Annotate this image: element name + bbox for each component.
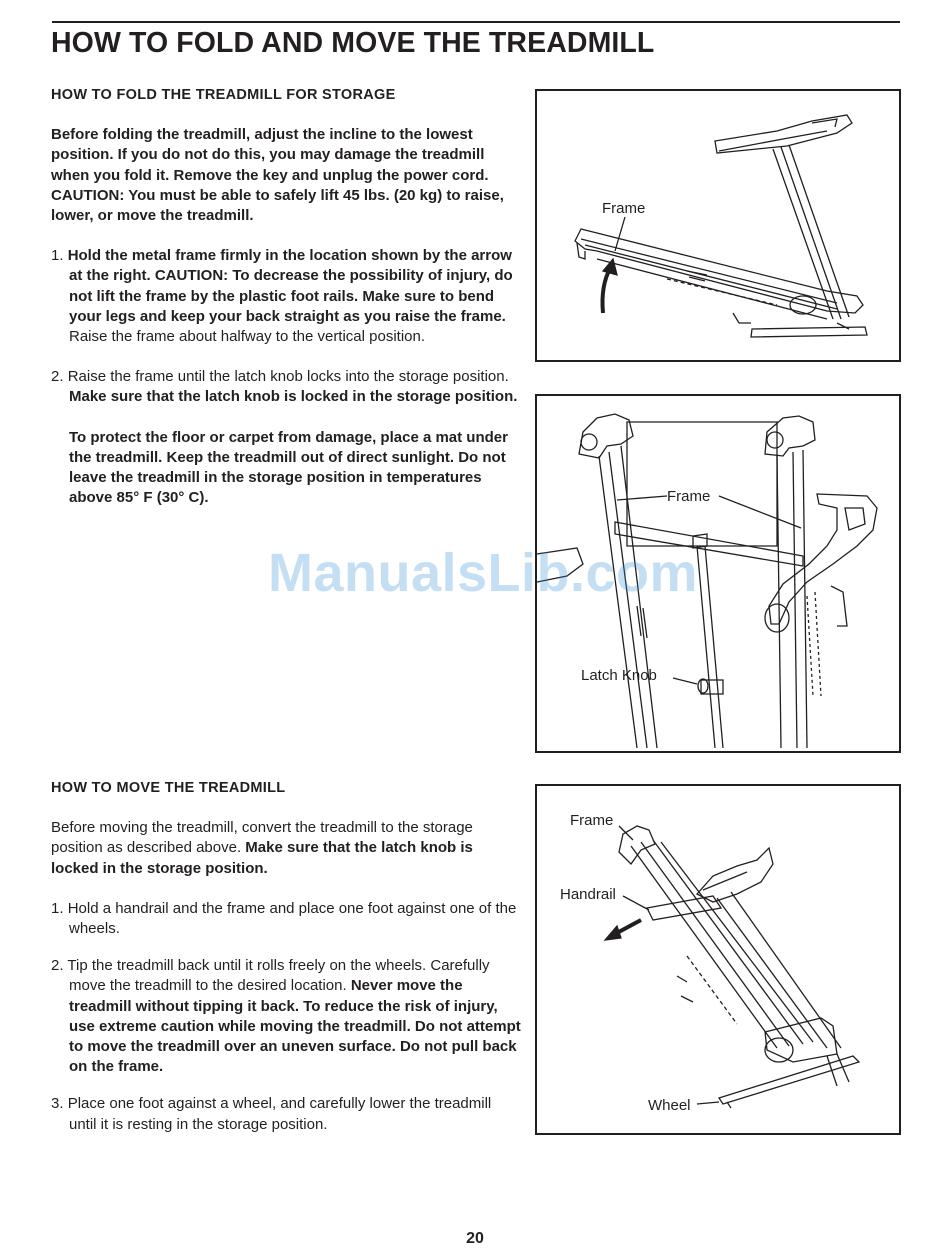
step-number: 3. <box>51 1095 64 1113</box>
frame-label: Frame <box>602 200 646 217</box>
page-title: HOW TO FOLD AND MOVE THE TREADMILL <box>51 27 655 59</box>
watermark: ManualsLib.com <box>268 543 699 603</box>
fold-section <box>51 85 521 508</box>
top-rule <box>52 21 900 23</box>
step-number: 2. <box>51 957 64 975</box>
wheel-label: Wheel <box>648 1097 691 1114</box>
latch-knob-label: Latch Knob <box>581 667 657 684</box>
fold-step-1 <box>51 246 521 347</box>
move-step-3 <box>51 1094 521 1134</box>
treadmill-tilted-illustration <box>537 786 899 1133</box>
frame-label: Frame <box>570 812 614 829</box>
handrail-label: Handrail <box>560 886 616 903</box>
fold-step-1-text: Raise the frame about halfway to the vertical position. <box>69 328 426 346</box>
move-heading: HOW TO MOVE THE TREADMILL <box>51 780 286 796</box>
fold-note: To protect the floor or carpet from damage, place a mat under the treadmill. Keep the treadmill out of direct sunlight. Do not leave the treadmill in the storage position in temperatures above 85° F (30° C). <box>69 428 508 507</box>
move-intro-bold: Make sure that the latch knob is locked in the storage position. <box>51 839 473 877</box>
fold-heading: HOW TO FOLD THE TREADMILL FOR STORAGE <box>51 87 396 103</box>
move-step-1 <box>51 899 521 939</box>
step-number: 2. <box>51 368 64 386</box>
frame-label: Frame <box>667 488 711 505</box>
fold-step-1-bold: Hold the metal frame firmly in the location shown by the arrow at the right. CAUTION: To decrease the possibility of injury, do not lift the frame by the plastic foot rails. Make sure to bend your legs and keep your back straight as you raise the frame. <box>67 247 513 325</box>
fold-intro: Before folding the treadmill, adjust the incline to the lowest position. If you do not do this, you may damage the treadmill when you fold it. Remove the key and unplug the power cord. CAUTION: You must be able to safely lift 45 lbs. (20 kg) to raise, lower, or move the treadmill. <box>51 126 504 225</box>
step-number: 1. <box>51 899 64 917</box>
move-step-1-text: Hold a handrail and the frame and place one foot against one of the wheels. <box>67 899 517 938</box>
page-number: 20 <box>466 1230 484 1247</box>
fold-step-2 <box>51 367 521 407</box>
fold-figure <box>535 89 901 362</box>
move-figure <box>535 784 901 1135</box>
move-intro <box>51 818 521 879</box>
fold-step-2-bold: Make sure that the latch knob is locked in the storage position. <box>69 388 518 406</box>
move-section <box>51 778 521 1135</box>
step-number: 1. <box>51 247 64 265</box>
move-step-2-bold: Never move the treadmill without tipping it back. To reduce the risk of injury, use extreme caution while moving the treadmill. Do not attempt to move the treadmill over an uneven surface. Do not pull back on the frame. <box>69 977 521 1076</box>
move-step-3-text: Place one foot against a wheel, and carefully lower the treadmill until it is resting in the storage position. <box>67 1095 492 1133</box>
move-intro-text: Before moving the treadmill, convert the treadmill to the storage position as described above. <box>51 819 473 857</box>
treadmill-raising-illustration <box>537 91 899 360</box>
move-step-2 <box>51 956 521 1077</box>
fold-step-2-text: Raise the frame until the latch knob locks into the storage position. <box>67 368 509 386</box>
move-step-2-text: Tip the treadmill back until it rolls freely on the wheels. Carefully move the treadmill to the desired location. <box>67 957 490 995</box>
